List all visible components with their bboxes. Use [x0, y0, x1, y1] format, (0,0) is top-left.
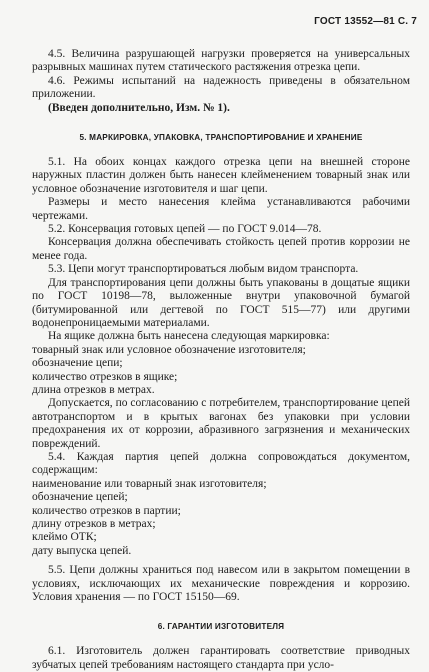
paragraph-6-1: 6.1. Изготовитель должен гарантировать соответствие приводных зубчатых цепей требованиям настоящего стандарта при усло-	[32, 645, 410, 671]
paragraph-5-3-packing: Для транспортирования цепи должны быть упакованы в дощатые ящики по ГОСТ 10198—78, выложенные внутри упаковочной бумагой (битумированной или дегтевой по ГОСТ 515—77) или другими водонепроницаемыми материалами.	[32, 276, 410, 329]
list-item: дату выпуска цепей.	[32, 544, 132, 557]
section-6-heading: 6. ГАРАНТИИ ИЗГОТОВИТЕЛЯ	[157, 622, 285, 632]
list-item: длина отрезков в метрах.	[32, 383, 155, 396]
list-item: обозначение цепи;	[32, 357, 123, 370]
paragraph-5-3-without-packing: Допускается, по согласованию с потребителем, транспортирование цепей автотранспортом и в крытых вагонах без упаковки при условии предохранения их от коррозии, абразивного загрязнения и механических повреждений.	[32, 397, 410, 450]
page-header: ГОСТ 13552—81 С. 7	[314, 16, 417, 27]
list-item: клеймо ОТК;	[32, 531, 97, 544]
list-item: длину отрезков в метрах;	[32, 518, 156, 530]
paragraph-5-5: 5.5. Цепи должны храниться под навесом или в закрытом помещении в условиях, исключающих их механические повреждения и коррозию. Условия хранения — по ГОСТ 15150—69.	[32, 564, 410, 604]
paragraph-5-3-box-marking: На ящике должна быть нанесена следующая маркировка:	[48, 330, 330, 343]
paragraph-5-2-conservation: Консервация должна обеспечивать стойкость цепей против коррозии не менее года.	[32, 236, 410, 262]
list-item: количество отрезков в партии;	[32, 504, 181, 517]
amendment-note: (Введен дополнительно, Изм. № 1).	[48, 101, 230, 114]
paragraph-5-1-marking-size: Размеры и место нанесения клейма устанавливаются рабочими чертежами.	[32, 196, 410, 222]
paragraph-5-1: 5.1. На обоих концах каждого отрезка цепи на внешней стороне наружных пластин должен быть нанесен клейменением товарный знак или условное обозначение изготовителя и шаг цепи.	[32, 156, 410, 195]
list-item: количество отрезков в ящике;	[32, 370, 178, 383]
paragraph-5-4: 5.4. Каждая партия цепей должна сопровождаться документом, содержащим:	[32, 450, 410, 477]
document-body	[32, 48, 410, 672]
paragraph-5-3: 5.3. Цепи могут транспортироваться любым видом транспорта.	[48, 263, 359, 276]
paragraph-5-2: 5.2. Консервация готовых цепей — по ГОСТ 9.014—78.	[48, 223, 322, 236]
list-item: обозначение цепей;	[32, 491, 128, 504]
list-item: наименование или товарный знак изготовителя;	[32, 477, 267, 490]
paragraph-4-6: 4.6. Режимы испытаний на надежность приведены в обязательном приложении.	[32, 74, 410, 101]
paragraph-4-5: 4.5. Величина разрушающей нагрузки проверяется на универсальных разрывных машинах путем статического растяжения отрезка цепи.	[32, 48, 410, 74]
section-5-heading: 5. МАРКИРОВКА, УПАКОВКА, ТРАНСПОРТИРОВАНИЕ И ХРАНЕНИЕ	[79, 133, 363, 143]
list-item: товарный знак или условное обозначение изготовителя;	[32, 343, 306, 356]
